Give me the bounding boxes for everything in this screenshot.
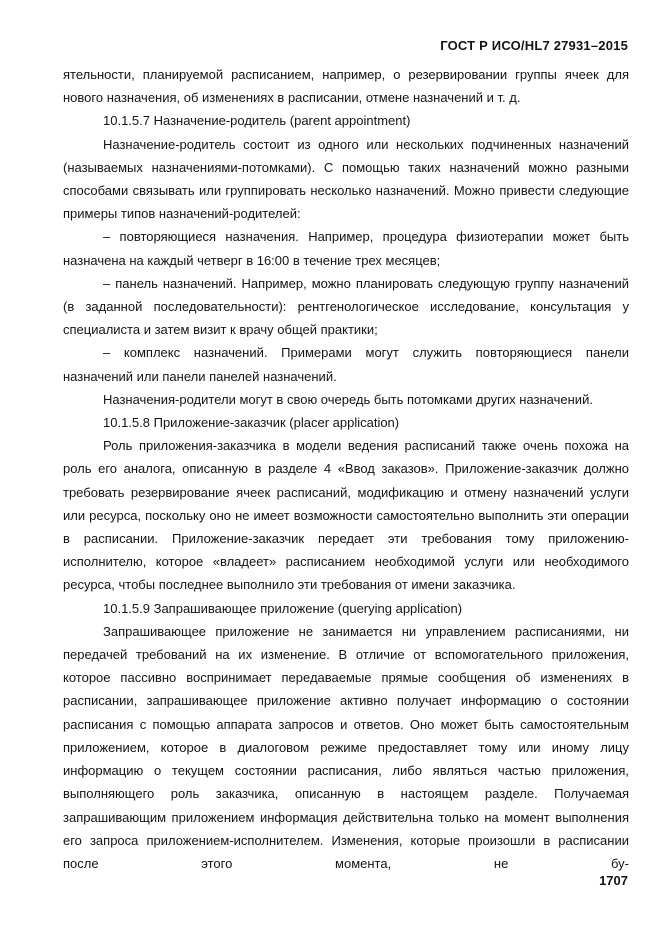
paragraph-placer-application: Роль приложения-заказчика в модели ведения расписаний также очень похожа на роль его аналога, описанную в разделе 4 «Ввод заказов». Приложение-заказчик должно требовать резервирование ячеек расписаний, модификацию и отмену назначений услуги или ресурса, поскольку оно не имеет возможности самостоятельно выполнить эти операции в расписании. Приложение-заказчик передает эти требования тому приложению-исполнителю, которое «владеет» расписанием необходимой услуги или необходимого ресурса, чтобы последнее выполнило эти требования от имени заказчика.: [63, 438, 629, 593]
page-number: 1707: [599, 873, 628, 888]
paragraph-parent-appointment: Назначение-родитель состоит из одного или нескольких подчиненных назначений (называемых назначениями-потомками). С помощью таких назначений можно разными способами связывать или группировать несколько назначений. Можно привести следующие примеры типов назначений-родителей:: [63, 136, 629, 222]
list-item-panel: – панель назначений. Например, можно планировать следующую группу назначений (в заданной последовательности): рентгенологическое исследование, консультация у специалиста и затем визит к врачу общей практики;: [63, 275, 629, 338]
section-heading-10-1-5-9: 10.1.5.9 Запрашивающее приложение (querying application): [103, 600, 463, 616]
paragraph-parent-children: Назначения-родители могут в свою очередь быть потомками других назначений.: [103, 391, 593, 407]
list-item-repeating: – повторяющиеся назначения. Например, процедура физиотерапии может быть назначена на каждый четверг в 16:00 в течение трех месяцев;: [63, 229, 629, 268]
paragraph-querying-application: Запрашивающее приложение не занимается ни управлением расписаниями, ни передачей требований на их изменение. В отличие от вспомогательного приложения, которое пассивно воспринимает передаваемые прямые сообщения об изменениях в расписании, запрашивающее приложение активно получает информацию о состоянии расписания с помощью аппарата запросов и ответов. Оно может быть самостоятельным приложением, которое в диалоговом режиме предоставляет тому или иному лицу информацию о текущем состоянии расписания, либо являться частью приложения, выполняющего роль заказчика, описанную в настоящем разделе. Получаемая запрашивающим приложением информация действительна только на момент выполнения его запроса приложением-исполнителем. Изменения, которые произошли в расписании после этого момента, не бу-: [63, 623, 629, 871]
section-heading-10-1-5-7: 10.1.5.7 Назначение-родитель (parent appointment): [103, 113, 411, 129]
paragraph-continuation: ятельности, планируемой расписанием, например, о резервировании группы ячеек для нового назначения, об изменениях в расписании, отмене назначений и т. д.: [63, 67, 629, 106]
standard-code-header: ГОСТ Р ИСО/HL7 27931–2015: [440, 38, 628, 53]
list-item-complex: – комплекс назначений. Примерами могут служить повторяющиеся панели назначений или панели панелей назначений.: [63, 345, 629, 384]
body-text: [63, 63, 629, 875]
section-heading-10-1-5-8: 10.1.5.8 Приложение-заказчик (placer application): [103, 415, 400, 431]
